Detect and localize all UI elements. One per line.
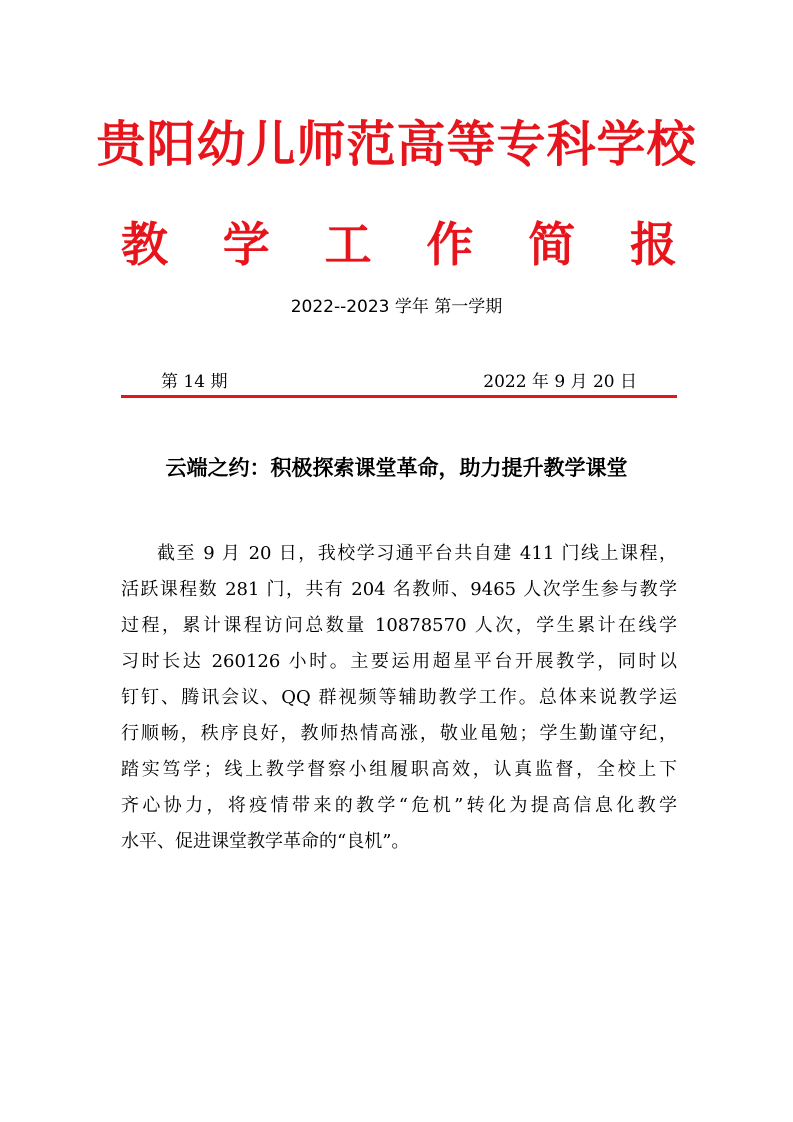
article-line: 钉钉、腾讯会议、QQ 群视频等辅助教学工作。总体来说教学运: [121, 687, 677, 708]
article-line: 踏实笃学；线上教学督察小组履职高效，认真监督，全校上下: [121, 759, 677, 780]
bulletin-title-char: 简: [528, 218, 576, 273]
article-body: [121, 536, 677, 860]
bulletin-title-char: 报: [629, 218, 677, 273]
bulletin-title-char: 工: [324, 218, 372, 273]
school-name-heading: 贵阳幼儿师范高等专科学校: [96, 116, 697, 173]
academic-term: 2022--2023 学年 第一学期: [290, 297, 503, 317]
bulletin-title-char: 作: [426, 218, 474, 273]
article-line: 活跃课程数 281 门，共有 204 名教师、9465 人次学生参与教学: [121, 579, 677, 600]
issue-date: 2022 年 9 月 20 日: [483, 372, 637, 392]
issue-number: 第 14 期: [161, 372, 228, 392]
article-line: 行顺畅，秩序良好，教师热情高涨，敬业黾勉；学生勤谨守纪，: [121, 723, 677, 744]
bulletin-title: [121, 216, 677, 276]
bulletin-title-char: 教: [121, 218, 168, 273]
red-divider-line: [121, 395, 677, 398]
article-line: 过程，累计课程访问总数量 10878570 人次，学生累计在线学: [121, 615, 677, 636]
article-title: 云端之约：积极探索课堂革命，助力提升教学课堂: [165, 456, 628, 480]
bulletin-title-char: 学: [222, 218, 270, 273]
article-line: 齐心协力，将疫情带来的教学“危机”转化为提高信息化教学: [121, 795, 677, 816]
issue-info-row: [121, 369, 677, 395]
article-line: 习时长达 260126 小时。主要运用超星平台开展教学，同时以: [121, 651, 677, 672]
article-line: 水平、促进课堂教学革命的“良机”。: [121, 831, 410, 852]
article-line: 截至 9 月 20 日，我校学习通平台共自建 411 门线上课程，: [157, 543, 677, 564]
